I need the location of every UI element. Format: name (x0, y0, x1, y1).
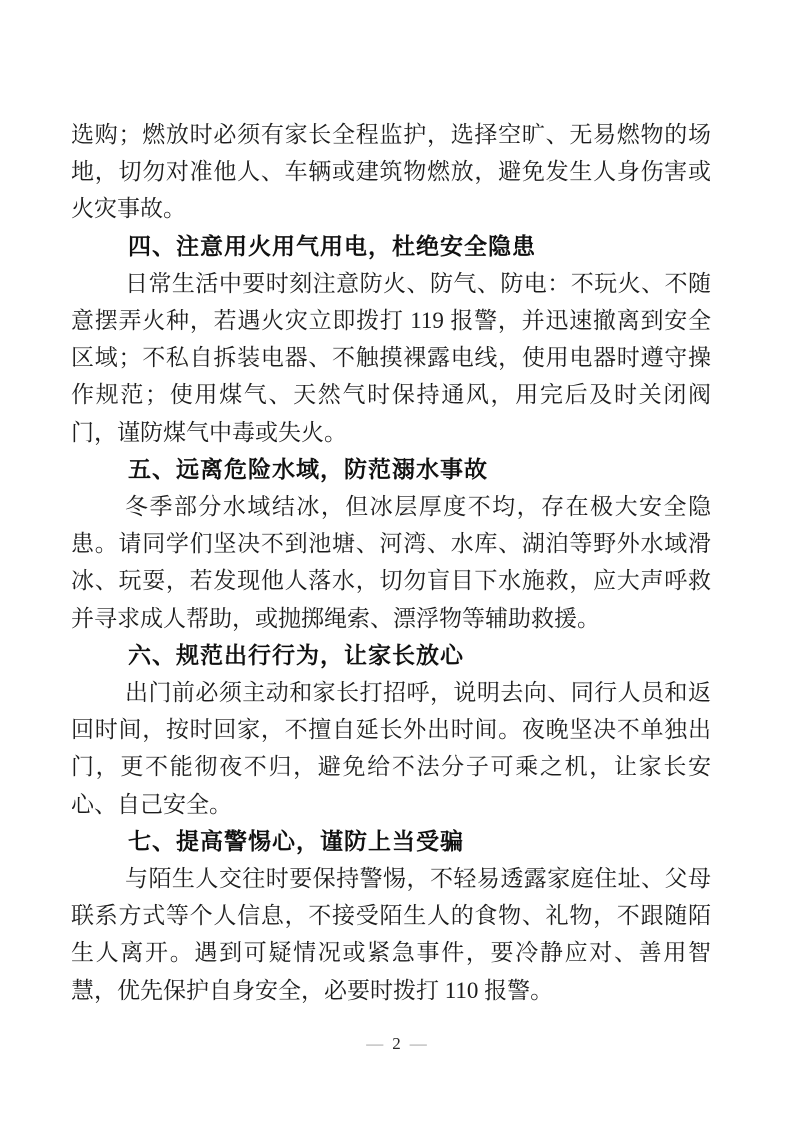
section-heading-seven-fraud-prevention: 七、提高警惕心，谨防上当受骗 (128, 827, 464, 854)
document-body (71, 116, 711, 1009)
footer-dash-left: — (366, 1034, 384, 1053)
section-heading-five-drowning-prevention: 五、远离危险水域，防范溺水事故 (128, 455, 488, 482)
page-footer (0, 1033, 793, 1055)
paragraph-fraud-prevention: 与陌生人交往时要保持警惕，不轻易透露家庭住址、父母联系方式等个人信息，不接受陌生人的食物、礼物，不跟随陌生人离开。遇到可疑情况或紧急事件，要冷静应对、善用智慧，优先保护自身安全，必要时拨打 110 报警。 (71, 866, 711, 1003)
page-number: 2 (392, 1034, 401, 1053)
footer-dash-right: — (409, 1034, 427, 1053)
paragraph-continuation-firecracker-safety: 选购；燃放时必须有家长全程监护，选择空旷、无易燃物的场地，切勿对准他人、车辆或建筑物燃放，避免发生人身伤害或火灾事故。 (71, 122, 711, 222)
section-heading-six-travel-behavior: 六、规范出行行为，让家长放心 (128, 641, 464, 668)
paragraph-travel-behavior: 出门前必须主动和家长打招呼，说明去向、同行人员和返回时间，按时回家，不擅自延长外出时间。夜晚坚决不单独出门，更不能彻夜不归，避免给不法分子可乘之机，让家长安心、自己安全。 (71, 680, 711, 817)
paragraph-drowning-prevention: 冬季部分水域结冰，但冰层厚度不均，存在极大安全隐患。请同学们坚决不到池塘、河湾、水库、湖泊等野外水域滑冰、玩耍，若发现他人落水，切勿盲目下水施救，应大声呼救并寻求成人帮助，或抛掷绳索、漂浮物等辅助救援。 (71, 494, 711, 631)
section-heading-four-fire-gas-electricity: 四、注意用火用气用电，杜绝安全隐患 (128, 232, 536, 259)
paragraph-fire-gas-electricity: 日常生活中要时刻注意防火、防气、防电：不玩火、不随意摆弄火种，若遇火灾立即拨打 119 报警，并迅速撤离到安全区域；不私自拆装电器、不触摸裸露电线，使用电器时遵守操作规范；使用煤气、天然气时保持通风，用完后及时关闭阀门，谨防煤气中毒或失火。 (71, 270, 711, 445)
